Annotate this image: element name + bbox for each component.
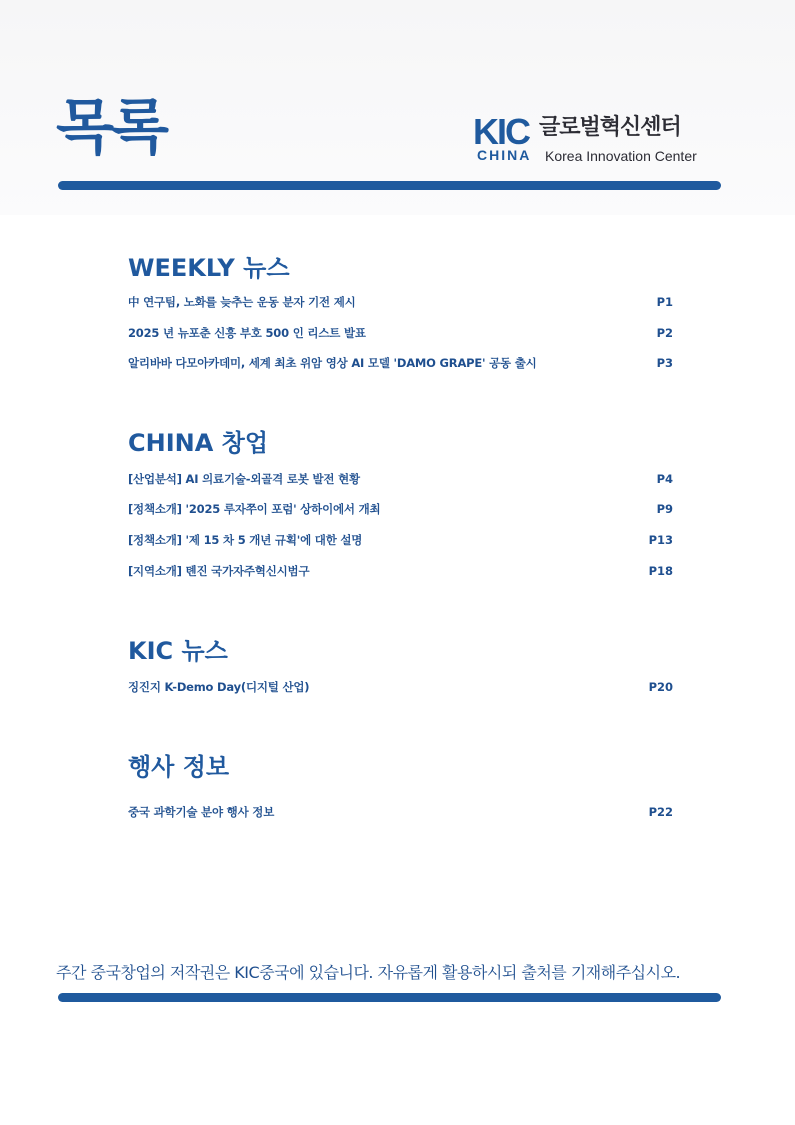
toc-item-page: P18 xyxy=(648,564,673,578)
page-title: 목록 xyxy=(56,93,166,163)
logo-english-name: Korea Innovation Center xyxy=(545,148,697,164)
toc-item-title: 2025 년 뉴포춘 신흥 부호 500 인 리스트 발표 xyxy=(128,326,366,340)
kic-logo xyxy=(473,111,723,166)
toc-item-page: P1 xyxy=(656,295,673,309)
toc-item-page: P3 xyxy=(656,356,673,370)
toc-item[interactable] xyxy=(128,563,673,579)
toc-item-page: P13 xyxy=(648,533,673,547)
toc-item-title: 징진지 K-Demo Day(디지털 산업) xyxy=(128,680,310,694)
toc-item-title: 알리바바 다모아카데미, 세계 최초 위암 영상 AI 모델 'DAMO GRAPE' 공동 출시 xyxy=(128,356,537,370)
toc-item-page: P22 xyxy=(648,805,673,819)
section-title-china-startup: CHINA 창업 xyxy=(128,429,269,457)
toc-item[interactable] xyxy=(128,471,673,487)
toc-item[interactable] xyxy=(128,532,673,548)
section-title-event-info: 행사 정보 xyxy=(128,753,230,781)
toc-item[interactable] xyxy=(128,501,673,517)
toc-item-title: [정책소개] '제 15 차 5 개년 규획'에 대한 설명 xyxy=(128,533,363,547)
toc-item-page: P4 xyxy=(656,472,673,486)
logo-mark: KIC xyxy=(473,111,529,152)
copyright-notice: 주간 중국창업의 저작권은 KIC중국에 있습니다. 자유롭게 활용하시되 출처를 기재해주십시오. xyxy=(56,963,681,982)
header-divider xyxy=(58,181,721,190)
section-title-kic-news: KIC 뉴스 xyxy=(128,637,228,665)
toc-item[interactable] xyxy=(128,804,673,820)
logo-country: CHINA xyxy=(477,147,532,163)
toc-item[interactable] xyxy=(128,355,673,371)
toc-item-title: [지역소개] 톈진 국가자주혁신시범구 xyxy=(128,564,310,578)
logo-korean-name: 글로벌혁신센터 xyxy=(539,115,681,140)
toc-item-title: 중국 과학기술 분야 행사 정보 xyxy=(128,805,275,819)
toc-item-title: [산업분석] AI 의료기술-외골격 로봇 발전 현황 xyxy=(128,472,360,486)
toc-item[interactable] xyxy=(128,679,673,695)
section-title-weekly-news: WEEKLY 뉴스 xyxy=(128,254,290,282)
toc-item-title: [정책소개] '2025 루자쭈이 포럼' 상하이에서 개최 xyxy=(128,502,381,516)
toc-item-title: 中 연구팀, 노화를 늦추는 운동 분자 기전 제시 xyxy=(128,295,356,309)
toc-item-page: P2 xyxy=(656,326,673,340)
toc-item-page: P20 xyxy=(648,680,673,694)
toc-item[interactable] xyxy=(128,294,673,310)
footer-divider xyxy=(58,993,721,1002)
toc-item[interactable] xyxy=(128,325,673,341)
toc-item-page: P9 xyxy=(656,502,673,516)
